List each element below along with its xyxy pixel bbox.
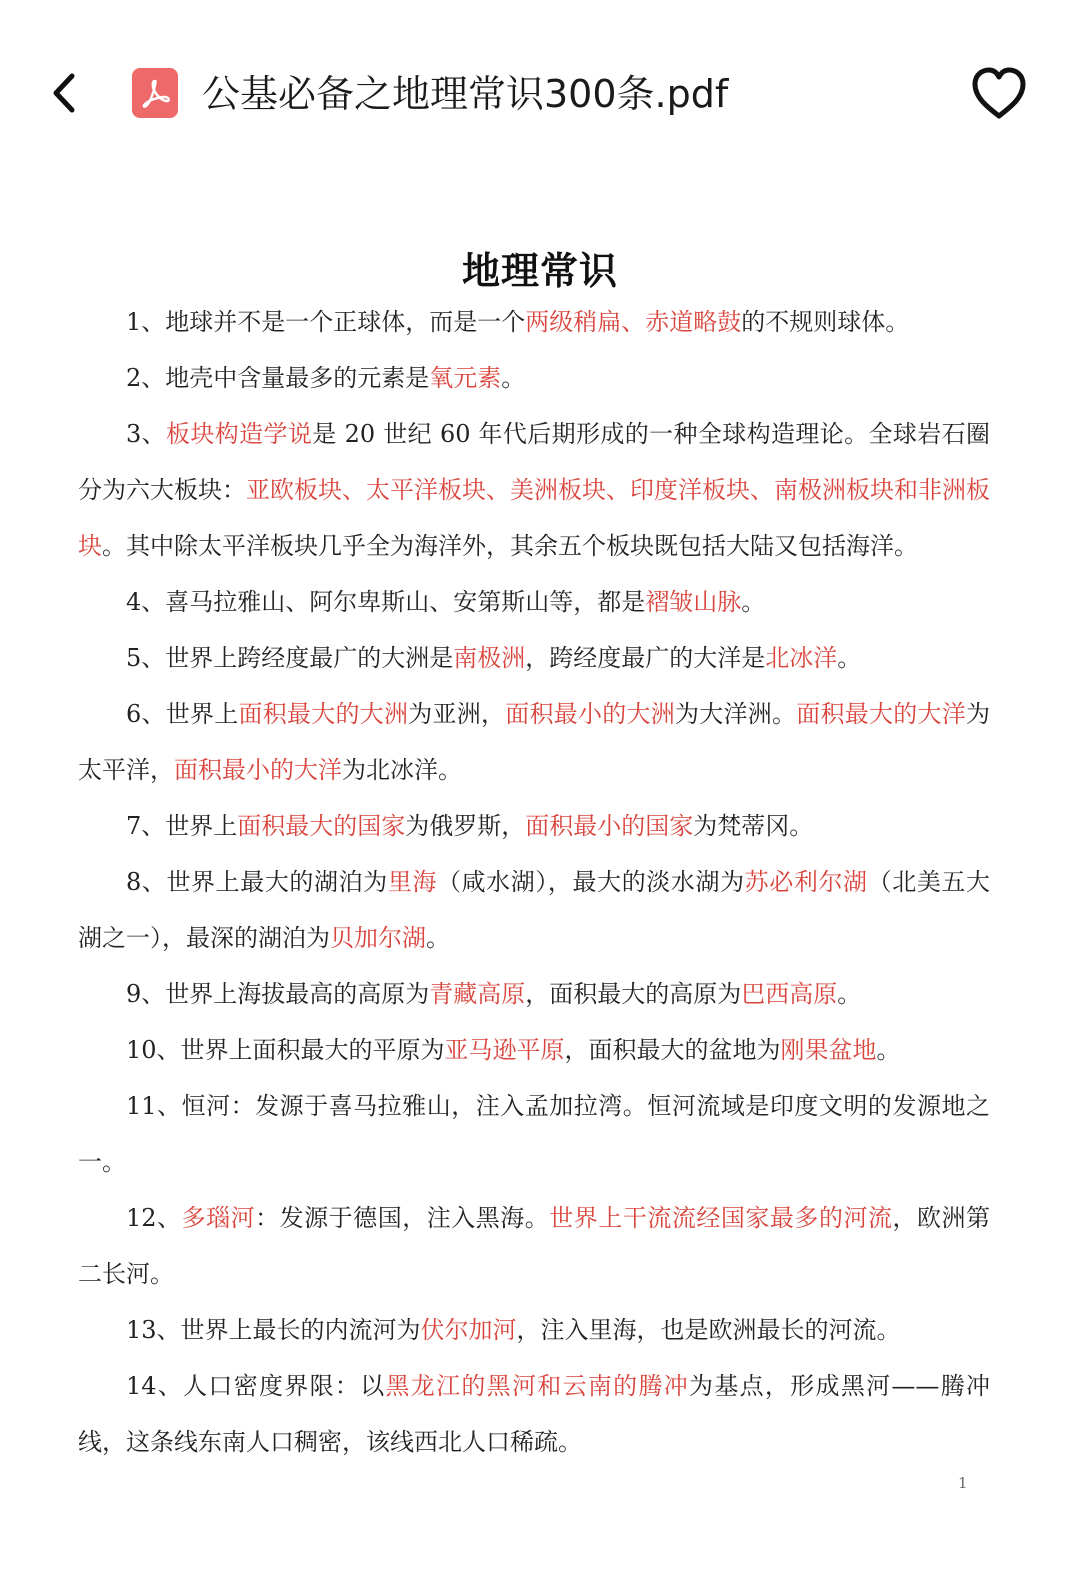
text-segment: ，面积最大的盆地为: [564, 1036, 781, 1064]
text-segment: 7、世界上: [126, 812, 238, 840]
text-segment: 。: [741, 588, 766, 616]
favorite-button[interactable]: [968, 64, 1030, 122]
text-segment: 。: [837, 980, 862, 1008]
pdf-page[interactable]: [0, 190, 1080, 1588]
highlight-text: 苏必利尔湖: [744, 868, 868, 896]
highlight-text: 板块构造学说: [166, 420, 313, 448]
chevron-left-icon: [40, 64, 96, 122]
text-segment: 。其中除太平洋板块几乎全为海洋外，其余五个板块既包括大陆又包括海洋。: [102, 532, 918, 560]
text-segment: 为俄罗斯，: [405, 812, 526, 840]
list-item: [78, 630, 990, 686]
highlight-text: 褶皱山脉: [645, 588, 742, 616]
highlight-text: 面积最大的大洲: [238, 700, 409, 728]
highlight-text: 面积最大的大洋: [796, 700, 967, 728]
text-segment: 为亚洲，: [408, 700, 506, 728]
top-bar: [0, 0, 1080, 190]
text-segment: （咸水湖），最大的淡水湖为: [436, 868, 745, 896]
text-segment: 12、: [126, 1204, 182, 1232]
back-button[interactable]: [40, 64, 96, 122]
heart-icon: [968, 64, 1030, 122]
list-item: [78, 574, 990, 630]
list-item: [78, 1022, 990, 1078]
highlight-text: 黑龙江的黑河和云南的腾冲: [385, 1372, 690, 1400]
text-segment: 10、世界上面积最大的平原为: [126, 1036, 445, 1064]
highlight-text: 南极洲: [453, 644, 526, 672]
highlight-text: 世界上干流流经国家最多的河流: [549, 1204, 893, 1232]
item-list: [78, 294, 990, 1470]
text-segment: 8、世界上最大的湖泊为: [126, 868, 388, 896]
list-item: [78, 854, 990, 966]
highlight-text: 北冰洋: [765, 644, 838, 672]
list-item: [78, 1302, 990, 1358]
text-segment: 为太平洋，: [78, 700, 991, 784]
list-item: [78, 686, 990, 798]
text-segment: 5、世界上跨经度最广的大洲是: [126, 644, 454, 672]
text-segment: ：发源于德国，注入黑海。: [255, 1204, 550, 1232]
list-item: [78, 294, 990, 350]
highlight-text: 两级稍扁、赤道略鼓: [525, 308, 742, 336]
text-segment: 11、恒河：发源于喜马拉雅山，注入孟加拉湾。恒河流域是印度文明的发源地之一。: [78, 1092, 990, 1176]
text-segment: 13、世界上最长的内流河为: [126, 1316, 421, 1344]
highlight-text: 青藏高原: [429, 980, 526, 1008]
text-segment: 6、世界上: [126, 700, 239, 728]
list-item: [78, 1358, 990, 1470]
highlight-text: 巴西高原: [741, 980, 838, 1008]
text-segment: 为基点，形成黑河——腾冲线，这条线东南人口稠密，该线西北人口稀疏。: [78, 1372, 991, 1456]
page-heading: 地理常识: [461, 249, 618, 293]
text-segment: 14、人口密度界限：以: [126, 1372, 386, 1400]
pdf-icon: [132, 68, 178, 118]
highlight-text: 面积最大的国家: [237, 812, 406, 840]
text-segment: 为梵蒂冈。: [693, 812, 814, 840]
list-item: [78, 1190, 990, 1302]
acrobat-symbol: [139, 77, 171, 109]
list-item: [78, 406, 990, 574]
highlight-text: 面积最小的大洋: [174, 756, 342, 784]
text-segment: 为北冰洋。: [342, 756, 462, 784]
text-segment: ，欧洲第二长河。: [78, 1204, 991, 1288]
document-title: 公基必备之地理常识300条.pdf: [202, 72, 729, 116]
text-segment: ，注入里海，也是欧洲最长的河流。: [516, 1316, 901, 1344]
highlight-text: 里海: [387, 868, 437, 896]
highlight-text: 伏尔加河: [420, 1316, 517, 1344]
text-segment: 。: [876, 1036, 901, 1064]
text-segment: 。: [837, 644, 862, 672]
text-segment: ，跨经度最广的大洋是: [525, 644, 766, 672]
highlight-text: 亚马逊平原: [444, 1036, 565, 1064]
list-item: [78, 798, 990, 854]
text-segment: 3、: [126, 420, 167, 448]
page-number: 1: [958, 1474, 968, 1492]
list-item: [78, 350, 990, 406]
text-segment: 。: [501, 364, 526, 392]
highlight-text: 氧元素: [429, 364, 502, 392]
highlight-text: 多瑙河: [181, 1204, 256, 1232]
highlight-text: 贝加尔湖: [330, 924, 426, 952]
text-segment: 。: [426, 924, 450, 952]
list-item: [78, 966, 990, 1022]
text-segment: 2、地壳中含量最多的元素是: [126, 364, 430, 392]
text-segment: ，面积最大的高原为: [525, 980, 742, 1008]
text-segment: 的不规则球体。: [741, 308, 910, 336]
text-segment: 9、世界上海拔最高的高原为: [126, 980, 430, 1008]
text-segment: 是 20 世纪 60 年代后期形成的一种全球构造理论。全球岩石圈分为六大板块：: [78, 420, 990, 504]
list-item: [78, 1078, 990, 1190]
highlight-text: 刚果盆地: [780, 1036, 877, 1064]
text-segment: 1、地球并不是一个正球体，而是一个: [126, 308, 526, 336]
highlight-text: 面积最小的大洲: [505, 700, 676, 728]
text-segment: 4、喜马拉雅山、阿尔卑斯山、安第斯山等，都是: [126, 588, 646, 616]
highlight-text: 面积最小的国家: [525, 812, 694, 840]
highlight-text: 亚欧板块、太平洋板块、美洲板块、印度洋板块、南极洲板块和非洲板块: [78, 476, 990, 560]
text-segment: 为大洋洲。: [675, 700, 797, 728]
text-segment: （北美五大湖之一），最深的湖泊为: [78, 868, 991, 952]
